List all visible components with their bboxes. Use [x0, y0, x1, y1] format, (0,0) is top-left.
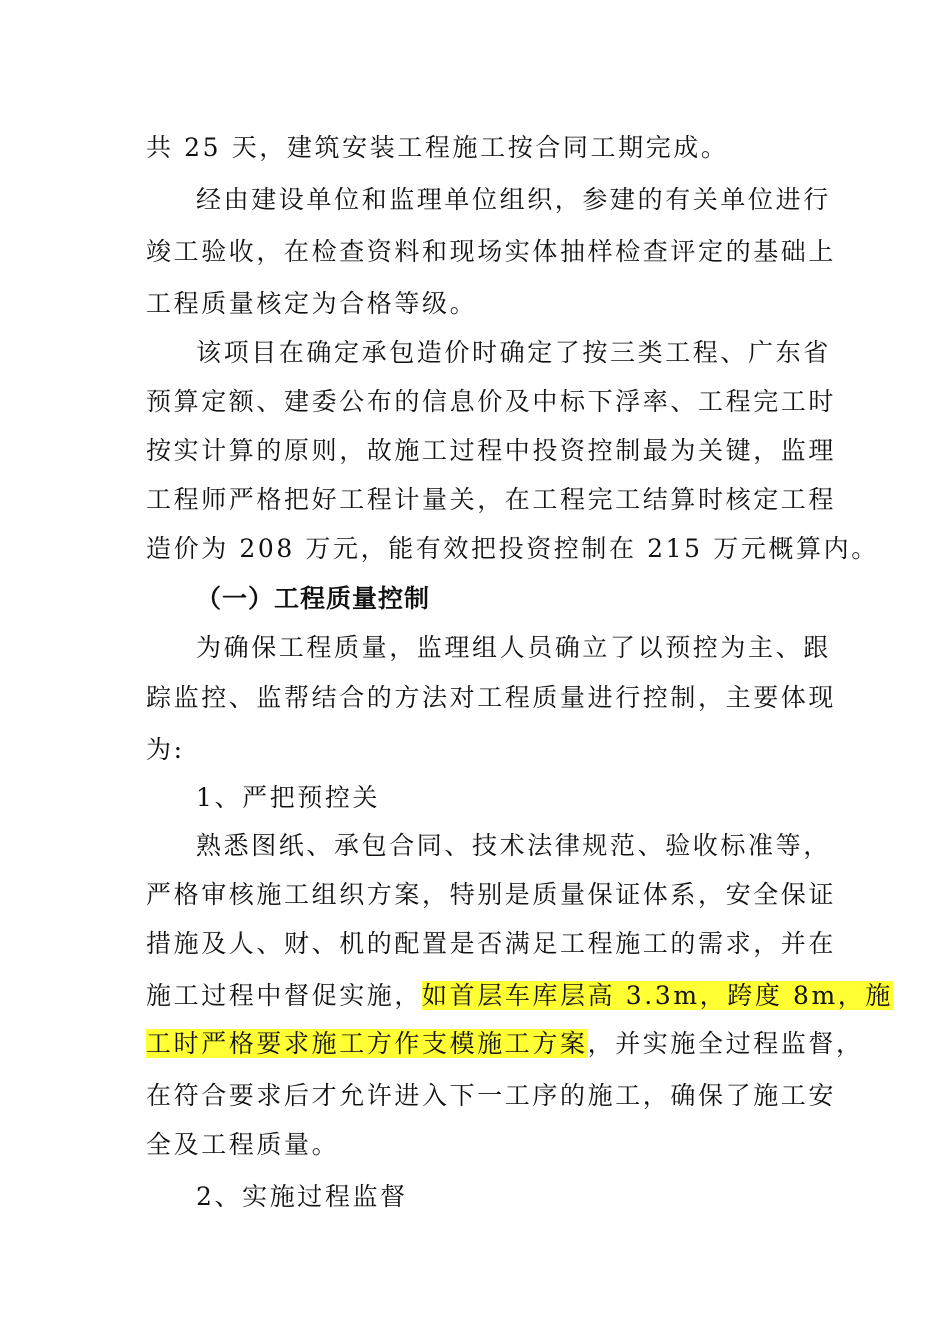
- text-line: 为:: [146, 735, 185, 764]
- text-line-with-highlight: [146, 1026, 864, 1062]
- numbered-item-heading: 2、实施过程监督: [196, 1182, 408, 1211]
- text-line: 竣工验收，在检查资料和现场实体抽样检查评定的基础上: [146, 237, 837, 266]
- highlighted-text: 工时严格要求施工方作支模施工方案: [146, 1029, 588, 1058]
- text-line: 严格审核施工组织方案，特别是质量保证体系，安全保证: [146, 880, 837, 909]
- text-line: 在符合要求后才允许进入下一工序的施工，确保了施工安: [146, 1081, 837, 1110]
- text-line: 措施及人、财、机的配置是否满足工程施工的需求，并在: [146, 929, 837, 958]
- text-segment: ，并实施全过程监督，: [587, 1029, 864, 1058]
- text-line: 经由建设单位和监理单位组织，参建的有关单位进行: [196, 185, 831, 214]
- text-line: 熟悉图纸、承包合同、技术法律规范、验收标准等，: [196, 831, 831, 860]
- text-line: 工程师严格把好工程计量关，在工程完工结算时核定工程: [146, 485, 837, 514]
- text-line: 共 25 天，建筑安装工程施工按合同工期完成。: [146, 133, 729, 162]
- text-line: 为确保工程质量，监理组人员确立了以预控为主、跟: [196, 633, 831, 662]
- text-line: 该项目在确定承包造价时确定了按三类工程、广东省: [196, 338, 831, 367]
- text-line-with-highlight: [146, 978, 893, 1014]
- text-line: 造价为 208 万元，能有效把投资控制在 215 万元概算内。: [146, 534, 879, 563]
- text-line: 踪监控、监帮结合的方法对工程质量进行控制，主要体现: [146, 683, 837, 712]
- text-line: 预算定额、建委公布的信息价及中标下浮率、工程完工时: [146, 387, 837, 416]
- text-line: 全及工程质量。: [146, 1130, 340, 1159]
- numbered-item-heading: 1、严把预控关: [196, 783, 381, 812]
- text-line: 工程质量核定为合格等级。: [146, 289, 478, 318]
- text-segment: 施工过程中督促实施，: [146, 981, 423, 1010]
- highlighted-text: 如首层车库层高 3.3m，跨度 8m，施: [422, 981, 893, 1010]
- section-heading: （一）工程质量控制: [196, 584, 431, 613]
- text-line: 按实计算的原则，故施工过程中投资控制最为关键，监理: [146, 436, 837, 465]
